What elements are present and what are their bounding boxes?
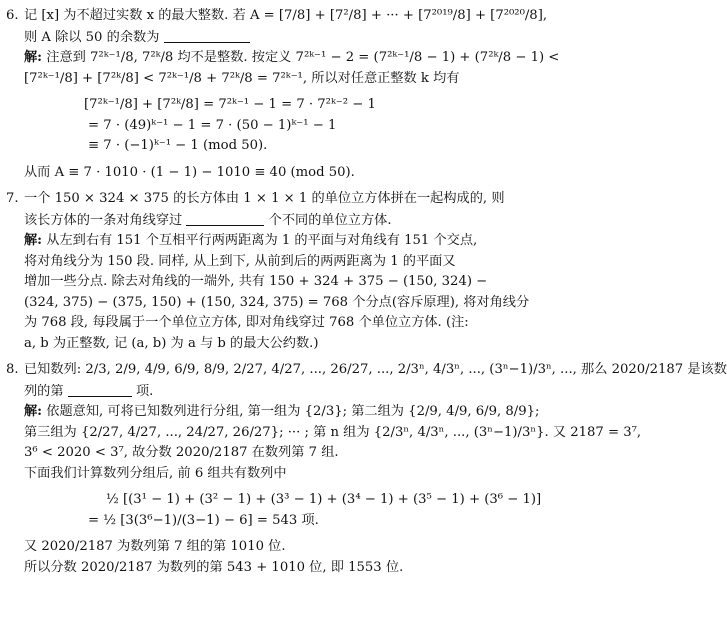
- lead-line: 下面我们计算数列分组后, 前 6 组共有数列中: [24, 465, 287, 481]
- statement-text: 列的第: [24, 383, 64, 399]
- solution-line: 将对角线分为 150 段. 同样, 从上到下, 从前到后的两两距离为 1 的平面又: [24, 253, 456, 269]
- problem-statement-line: 记 [x] 为不超过实数 x 的最大整数. 若 A = [7/8] + [7²/8] + ··· + [7²⁰¹⁹/8] + [7²⁰²⁰/8],: [24, 8, 548, 23]
- solution-7: [24, 231, 532, 354]
- problem-8: [6, 360, 727, 402]
- answer-blank: [164, 27, 250, 43]
- statement-text: 该长方体的一条对角线穿过: [24, 212, 183, 228]
- statement-text: 则 A 除以 50 的余数为: [24, 29, 160, 45]
- answer-blank: [186, 210, 264, 226]
- solution-label: 解:: [24, 233, 43, 248]
- solution-line: 依题意知, 可将已知数列进行分组, 第一组为 {2/3}; 第二组为 {2/9, 4/9, 6/9, 8/9};: [46, 404, 540, 419]
- problem-number: 7.: [6, 191, 19, 206]
- statement-text: 项.: [135, 383, 154, 399]
- equation-line: [7²ᵏ⁻¹/8] + [7²ᵏ/8] = 7²ᵏ⁻¹ − 1 = 7 · 7²ᵏ⁻² − 1: [84, 97, 376, 112]
- problem-statement-line: 已知数列: 2/3, 2/9, 4/9, 6/9, 8/9, 2/27, 4/27, ..., 26/27, ..., 2/3ⁿ, 4/3ⁿ, ..., (3ⁿ−1)/3ⁿ, ..., 那么 2020/2187 是该数: [24, 362, 727, 377]
- problem-7: [6, 189, 532, 231]
- solution-label: 解:: [24, 404, 43, 419]
- solution-6: [24, 48, 560, 183]
- closing-line: 所以分数 2020/2187 为数列的第 543 + 1010 位, 即 1553 位.: [24, 559, 404, 575]
- solution-line: 从左到右有 151 个互相平行两两距离为 1 的平面与对角线有 151 个交点,: [46, 233, 478, 248]
- closing-line: 又 2020/2187 为数列第 7 组的第 1010 位.: [24, 539, 286, 554]
- equation-line: = 7 · (49)ᵏ⁻¹ − 1 = 7 · (50 − 1)ᵏ⁻¹ − 1: [88, 117, 337, 133]
- solution-label: 解:: [24, 50, 43, 65]
- conclusion-line: 从而 A ≡ 7 · 1010 · (1 − 1) − 1010 ≡ 40 (mod 50).: [24, 164, 355, 180]
- solution-line: 增加一些分点. 除去对角线的一端外, 共有 150 + 324 + 375 − (150, 324) −: [24, 274, 488, 289]
- solution-line: (324, 375) − (375, 150) + (150, 324, 375) = 768 个分点(容斥原理), 将对角线分: [24, 294, 530, 310]
- solution-line: [7²ᵏ⁻¹/8] + [7²ᵏ/8] < 7²ᵏ⁻¹/8 + 7²ᵏ/8 = 7²ᵏ⁻¹, 所以对任意正整数 k 均有: [24, 70, 460, 86]
- problem-6: [6, 6, 548, 48]
- problem-statement-line: [24, 381, 727, 403]
- solution-8: [24, 402, 642, 464]
- solution-line: 注意到 7²ᵏ⁻¹/8, 7²ᵏ/8 均不是整数. 按定义 7²ᵏ⁻¹ − 2 = (7²ᵏ⁻¹/8 − 1) + (7²ᵏ/8 − 1) <: [46, 50, 560, 65]
- problem-statement-line: [24, 27, 547, 49]
- problem-number: 8.: [6, 362, 19, 377]
- solution-line: a, b 为正整数, 记 (a, b) 为 a 与 b 的最大公约数.): [24, 335, 319, 351]
- equation-line: ½ [(3¹ − 1) + (3² − 1) + (3³ − 1) + (3⁴ − 1) + (3⁵ − 1) + (3⁶ − 1)]: [106, 492, 542, 507]
- solution-line: 3⁶ < 2020 < 3⁷, 故分数 2020/2187 在数列第 7 组.: [24, 445, 339, 460]
- problem-statement-line: 一个 150 × 324 × 375 的长方体由 1 × 1 × 1 的单位立方体拼在一起构成的, 则: [24, 191, 505, 206]
- statement-text: 个不同的单位立方体.: [268, 212, 392, 228]
- equation-line: ≡ 7 · (−1)ᵏ⁻¹ − 1 (mod 50).: [88, 138, 268, 153]
- solution-line: 第三组为 {2/27, 4/27, ..., 24/27, 26/27}; ··· ; 第 n 组为 {2/3ⁿ, 4/3ⁿ, ..., (3ⁿ−1)/3ⁿ}. 又 2187 = 3⁷,: [24, 424, 642, 440]
- solution-line: 为 768 段, 每段属于一个单位立方体, 即对角线穿过 768 个单位立方体. (注:: [24, 315, 469, 330]
- problem-statement-line: [24, 210, 532, 232]
- equation-line: = ½ [3(3⁶−1)/(3−1) − 6] = 543 项.: [88, 512, 319, 528]
- answer-blank: [68, 381, 132, 397]
- problem-number: 6.: [6, 8, 19, 23]
